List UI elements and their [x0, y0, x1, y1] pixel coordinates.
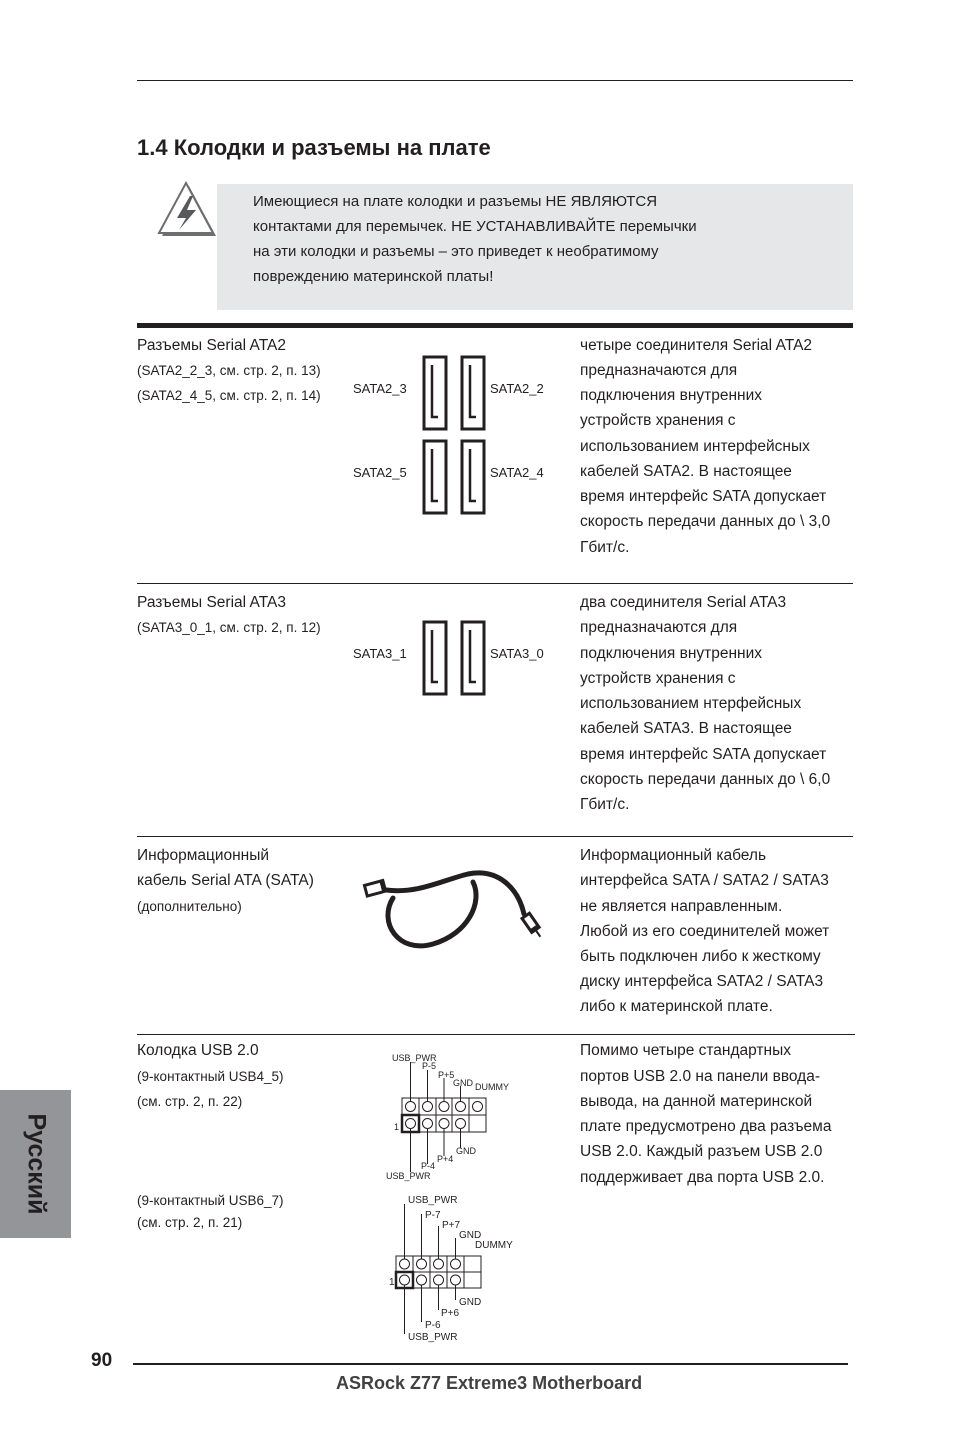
sata3-connectors-diagram — [422, 620, 490, 698]
sata2-5-label: SATA2_5 — [353, 465, 407, 480]
cable-desc-7: либо к материнской плате. — [580, 998, 773, 1015]
usb-ref1-2: (см. стр. 2, п. 22) — [137, 1094, 243, 1109]
warning-line-2: контактами для перемычек. НЕ УСТАНАВЛИВАЙТЕ перемычки — [253, 218, 697, 235]
usb1-label-gnd-top: GND — [453, 1078, 473, 1088]
footer-rule — [133, 1363, 848, 1365]
usb1-label-dummy: DUMMY — [475, 1082, 509, 1092]
page-number: 90 — [91, 1350, 113, 1371]
usb2-label-pin1: 1 — [389, 1277, 395, 1288]
sata2-desc-1: четыре соединителя Serial ATA2 — [580, 337, 813, 354]
usb2-label-p-minus-bottom: P-6 — [425, 1320, 441, 1331]
sata2-title: Разъемы Serial ATA2 — [137, 337, 286, 354]
usb-header-1-diagram — [380, 1050, 520, 1184]
sata3-desc-6: кабелей SATA3. В настоящее — [580, 720, 792, 737]
divider-3 — [137, 1034, 855, 1035]
sata2-desc-8: скорость передачи данных до \ 3,0 — [580, 513, 831, 530]
usb1-label-p-plus-top: P+5 — [438, 1070, 455, 1080]
sata2-4-label: SATA2_4 — [490, 465, 544, 480]
cable-note: (дополнительно) — [137, 899, 242, 914]
sata2-desc-7: время интерфейс SATA допускает — [580, 488, 827, 505]
sata2-3-label: SATA2_3 — [353, 381, 407, 396]
sata2-desc-3: подключения внутренних — [580, 387, 763, 404]
usb-ref1-1: (9-контактный USB4_5) — [137, 1069, 284, 1084]
sata-cable-image — [358, 862, 550, 964]
usb2-label-gnd-top: GND — [459, 1230, 482, 1241]
top-rule — [137, 80, 853, 81]
usb-desc-3: вывода, на данной материнской — [580, 1093, 813, 1110]
sata2-ref-1: (SATA2_2_3, см. стр. 2, п. 13) — [137, 363, 321, 378]
sata2-connectors-diagram — [422, 355, 490, 519]
usb-desc-5: USB 2.0. Каждый разъем USB 2.0 — [580, 1143, 823, 1160]
cable-desc-4: Любой из его соединителей может — [580, 923, 830, 940]
sata2-2-label: SATA2_2 — [490, 381, 544, 396]
usb2-label-dummy: DUMMY — [475, 1240, 513, 1251]
sata2-desc-2: предназначаются для — [580, 362, 738, 379]
usb1-label-gnd-bottom: GND — [456, 1146, 476, 1156]
usb2-label-p-plus-bottom: P+6 — [441, 1308, 460, 1319]
usb2-label-p-plus-top: P+7 — [442, 1220, 461, 1231]
usb2-label-gnd-bottom: GND — [459, 1297, 482, 1308]
usb-desc-1: Помимо четыре стандартных — [580, 1042, 791, 1059]
section-title: 1.4 Колодки и разъемы на плате — [137, 135, 491, 160]
usb2-label-usb-pwr-bottom: USB_PWR — [408, 1332, 458, 1343]
sata2-ref-2: (SATA2_4_5, см. стр. 2, п. 14) — [137, 388, 321, 403]
sata3-desc-5: использованием нтерфейсных — [580, 695, 802, 712]
sata2-desc-5: использованием интерфейсных — [580, 438, 810, 455]
cable-title-1: Информационный — [137, 847, 270, 864]
sata3-0-label: SATA3_0 — [490, 646, 544, 661]
usb1-label-pin1: 1 — [394, 1122, 400, 1132]
cable-desc-5: быть подключен либо к жесткому — [580, 948, 821, 965]
divider-1 — [137, 583, 853, 584]
sata2-desc-6: кабелей SATA2. В настоящее — [580, 463, 792, 480]
sata3-desc-7: время интерфейс SATA допускает — [580, 746, 827, 763]
sata3-desc-8: скорость передачи данных до \ 6,0 — [580, 771, 831, 788]
usb-desc-2: портов USB 2.0 на панели ввода- — [580, 1068, 820, 1085]
cable-desc-2: интерфейса SATA / SATA2 / SATA3 — [580, 872, 829, 889]
sata2-desc-9: Гбит/с. — [580, 539, 630, 556]
sata3-desc-9: Гбит/с. — [580, 796, 630, 813]
language-side-tab — [0, 1090, 71, 1238]
usb-header-2-diagram — [385, 1190, 525, 1346]
warning-line-4: повреждению материнской платы! — [253, 268, 494, 285]
usb-title: Колодка USB 2.0 — [137, 1042, 259, 1059]
usb2-label-usb-pwr-top: USB_PWR — [408, 1195, 458, 1206]
sata3-desc-3: подключения внутренних — [580, 645, 763, 662]
cable-desc-3: не является направленным. — [580, 898, 783, 915]
usb-ref2-2: (см. стр. 2, п. 21) — [137, 1215, 243, 1230]
usb-ref2-1: (9-контактный USB6_7) — [137, 1193, 284, 1208]
sata3-desc-1: два соединителя Serial ATA3 — [580, 594, 787, 611]
usb2-label-p-minus-top: P-7 — [425, 1210, 441, 1221]
usb-desc-6: поддерживает два порта USB 2.0. — [580, 1169, 825, 1186]
footer-product-name: ASRock Z77 Extreme3 Motherboard — [336, 1373, 643, 1393]
sata3-desc-4: устройств хранения с — [580, 670, 736, 687]
warning-line-3: на эти колодки и разъемы – это приведет к необратимому — [253, 243, 659, 260]
cable-desc-6: диску интерфейса SATA2 / SATA3 — [580, 973, 824, 990]
sata3-title: Разъемы Serial ATA3 — [137, 594, 286, 611]
usb1-label-p-minus-top: P-5 — [422, 1061, 437, 1071]
sata2-desc-4: устройств хранения с — [580, 412, 736, 429]
warning-line-1: Имеющиеся на плате колодки и разъемы НЕ ЯВЛЯЮТСЯ — [253, 193, 658, 210]
sata3-ref-1: (SATA3_0_1, см. стр. 2, п. 12) — [137, 620, 321, 635]
cable-desc-1: Информационный кабель — [580, 847, 767, 864]
usb1-label-usb-pwr-bottom: USB_PWR — [386, 1171, 431, 1181]
usb1-label-p-plus-bottom: P+4 — [437, 1154, 454, 1164]
language-label: Русский — [22, 1113, 50, 1215]
sata3-1-label: SATA3_1 — [353, 646, 407, 661]
sata3-desc-2: предназначаются для — [580, 619, 738, 636]
warning-icon — [156, 180, 220, 242]
table-top-rule — [137, 323, 853, 328]
divider-2 — [137, 836, 853, 837]
usb1-label-p-minus-bottom: P-4 — [421, 1161, 436, 1171]
cable-title-2: кабель Serial ATA (SATA) — [137, 872, 314, 889]
usb-desc-4: плате предусмотрено два разъема — [580, 1118, 832, 1135]
usb1-label-usb-pwr-top: USB_PWR — [392, 1053, 437, 1063]
